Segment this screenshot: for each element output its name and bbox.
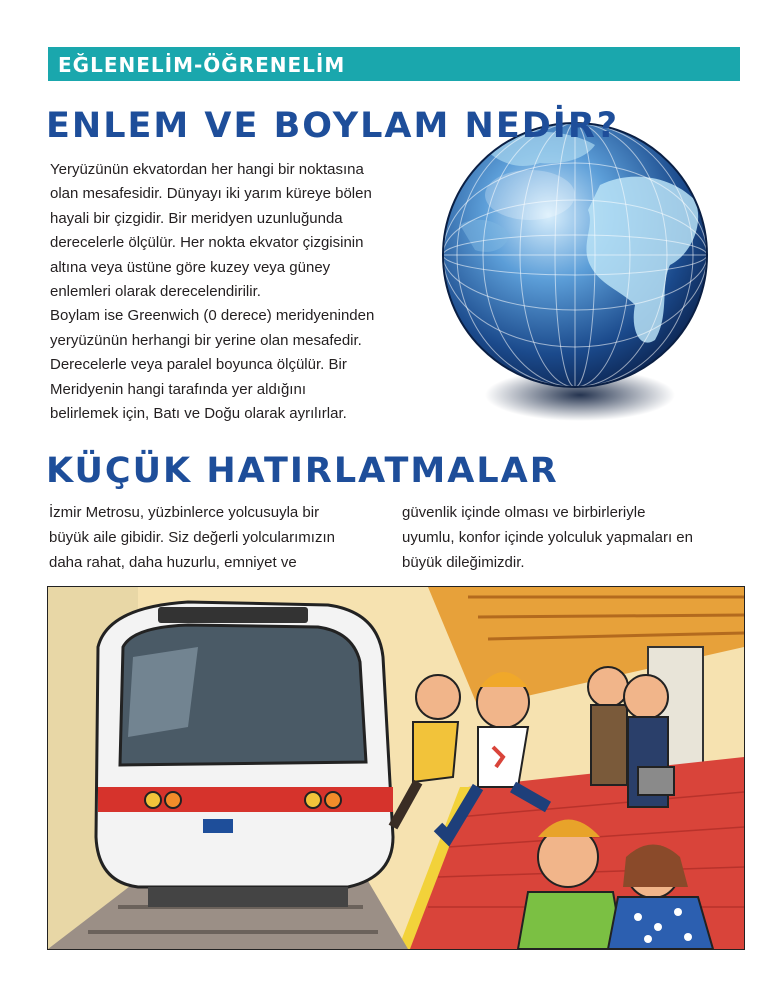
metro-train-icon	[47, 586, 745, 950]
text-line: Yeryüzünün ekvatordan her hangi bir noktasına	[50, 161, 364, 178]
text-line: Derecelerle veya paralel boyunca ölçülür. Bir	[50, 356, 347, 374]
globe-icon	[420, 115, 735, 435]
text-line: daha rahat, daha huzurlu, emniyet ve	[49, 554, 297, 571]
intro-paragraph	[50, 158, 390, 426]
text-line: İzmir Metrosu, yüzbinlerce yolcusuyla bir	[49, 504, 320, 521]
reminder-paragraph-left	[49, 500, 394, 575]
text-line: güvenlik içinde olması ve birbirleriyle	[402, 504, 646, 521]
text-line: altına veya üstüne göre kuzey veya güney	[50, 258, 331, 276]
text-line: büyük dileğimizdir.	[402, 554, 525, 571]
text-line: belirlemek için, Batı ve Doğu olarak ayrılırlar.	[50, 405, 347, 423]
heading-latitude-longitude: ENLEM VE BOYLAM NEDİR?	[46, 106, 620, 146]
text-line: Boylam ise Greenwich (0 derece) meridyeninden	[50, 307, 375, 325]
text-line: enlemleri olarak derecelendirilir.	[50, 283, 261, 301]
text-line: uyumlu, konfor içinde yolculuk yapmaları en	[402, 529, 693, 546]
reminder-paragraph-right	[402, 500, 752, 575]
text-line: büyük aile gibidir. Siz değerli yolcularımızın	[49, 529, 335, 546]
text-line: hayali bir çizgidir. Bir meridyen uzunluğunda	[50, 209, 343, 227]
heading-reminders: KÜÇÜK HATIRLATMALAR	[46, 451, 559, 491]
banner-label: EĞLENELİM-ÖĞRENELİM	[58, 53, 346, 77]
text-line: Meridyenin hangi tarafında yer aldığını	[50, 380, 306, 398]
text-line: olan mesafesidir. Dünyayı iki yarım küreye bölen	[50, 185, 372, 203]
text-line: derecelerle ölçülür. Her nokta ekvator çizgisinin	[50, 234, 364, 252]
text-line: yeryüzünün herhangi bir yerine olan mesafedir.	[50, 331, 362, 349]
